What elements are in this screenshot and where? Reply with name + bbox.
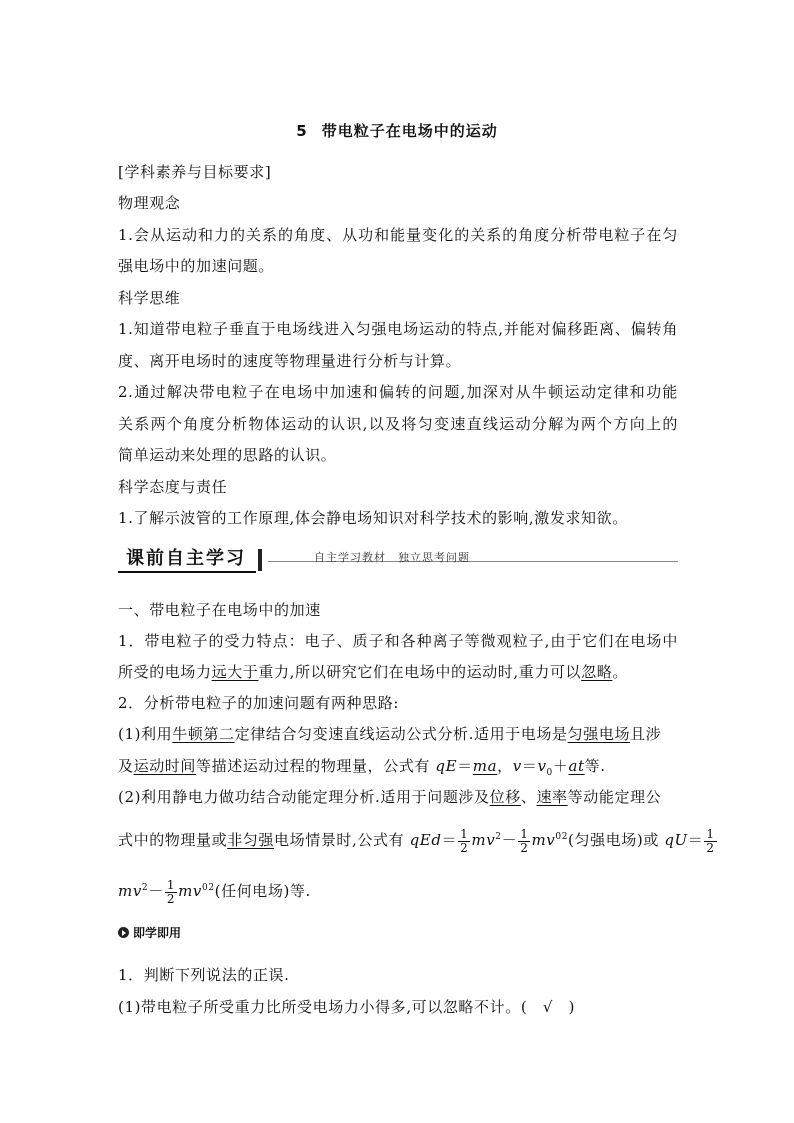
- section-title: 带电粒子在电场中的运动: [321, 122, 498, 140]
- section-number: 5: [296, 122, 308, 140]
- blank-answer: at: [568, 757, 585, 775]
- sci-thinking-item-1: 1.知道带电粒子垂直于电场线进入匀强电场运动的特点,并能对偏移距离、偏转角: [118, 320, 678, 338]
- fraction-one-half: $\frac{1}{2}$: [460, 826, 469, 855]
- goals-header: [学科素养与目标要求]: [118, 163, 272, 181]
- section1-p4-cont: 式中的物理量或非匀强电场情景时,公式有 qEd＝ $\frac{1}{2}$ $mv^2-$ $\frac{1}{2}$ $mv^{02}$(匀强电场)或 qU＝ $\frac{1}{2}$: [118, 826, 715, 855]
- physics-concept-heading: 物理观念: [118, 194, 181, 212]
- section1-p3-cont: 及运动时间等描述运动过程的物理量，公式有 qE＝ma，$v=v_0+at$等.: [118, 757, 606, 778]
- blank-answer: 匀强电场: [567, 725, 631, 743]
- blank-answer: 忽略: [581, 663, 613, 681]
- blank-answer: 速率: [536, 788, 568, 806]
- sci-thinking-item-2-cont: 关系两个角度分析物体运动的认识,以及将匀变速直线运动分解为两个方向上的: [118, 415, 678, 433]
- practice-heading: 即学即用: [118, 925, 181, 941]
- section1-p3: (1)利用牛顿第二定律结合匀变速直线运动公式分析.适用于电场是匀强电场且涉: [118, 725, 662, 743]
- physics-concept-item-1-cont: 强电场中的加速问题。: [118, 257, 275, 275]
- blank-answer: 牛顿第二: [172, 725, 235, 743]
- blank-answer: 运动时间: [133, 757, 197, 775]
- sci-thinking-item-2: 2.通过解决带电粒子在电场中加速和偏转的问题,加深对从牛顿运动定律和功能: [118, 383, 678, 401]
- section1-p2: 2．分析带电粒子的加速问题有两种思路:: [118, 694, 399, 712]
- practice-q1: 1．判断下列说法的正误.: [118, 966, 290, 984]
- fraction-one-half: $\frac{1}{2}$: [520, 826, 529, 855]
- sci-thinking-item-2-end: 简单运动来处理的思路的认识。: [118, 446, 337, 464]
- section1-p4: (2)利用静电力做功结合动能定理分析.适用于问题涉及位移、速率等动能定理公: [118, 788, 662, 806]
- practice-q1-item-1: (1)带电粒子所受重力比所受电场力小得多,可以忽略不计。( √ ): [118, 998, 576, 1016]
- sci-thinking-item-1-cont: 度、离开电场时的速度等物理量进行分析与计算。: [118, 352, 462, 370]
- fraction-one-half: $\frac{1}{2}$: [706, 826, 715, 855]
- section1-p1-cont: 所受的电场力远大于重力,所以研究它们在电场中的运动时,重力可以忽略。: [118, 663, 628, 681]
- section1-p1: 1．带电粒子的受力特点：电子、质子和各种离子等微观粒子,由于它们在电场中: [118, 632, 678, 650]
- section1-heading: 一、带电粒子在电场中的加速: [118, 601, 321, 619]
- banner-bar: [258, 549, 262, 571]
- blank-answer: 位移: [489, 788, 521, 806]
- attitude-heading: 科学态度与责任: [118, 478, 228, 496]
- blank-answer: 远大于: [211, 663, 259, 681]
- play-circle-icon: [118, 927, 129, 938]
- sci-thinking-heading: 科学思维: [118, 289, 181, 307]
- blank-answer: 非匀强: [227, 831, 275, 849]
- page-title: [0, 120, 794, 141]
- fraction-one-half: $\frac{1}{2}$: [166, 877, 176, 906]
- attitude-item-1: 1.了解示波管的工作原理,体会静电场知识对科学技术的影响,激发求知欲。: [118, 509, 628, 527]
- physics-concept-item-1: 1.会从运动和力的关系的角度、从功和能量变化的关系的角度分析带电粒子在匀: [118, 226, 678, 244]
- section1-p4-end: $mv^2-$ $\frac{1}{2}$ $mv^{02}$(任何电场)等.: [118, 877, 311, 906]
- banner-title: 课前自主学习: [118, 547, 256, 573]
- section-banner: [118, 547, 678, 573]
- banner-subtitle: 自主学习教材 独立思考问题: [314, 551, 470, 564]
- blank-answer: ma: [472, 757, 498, 775]
